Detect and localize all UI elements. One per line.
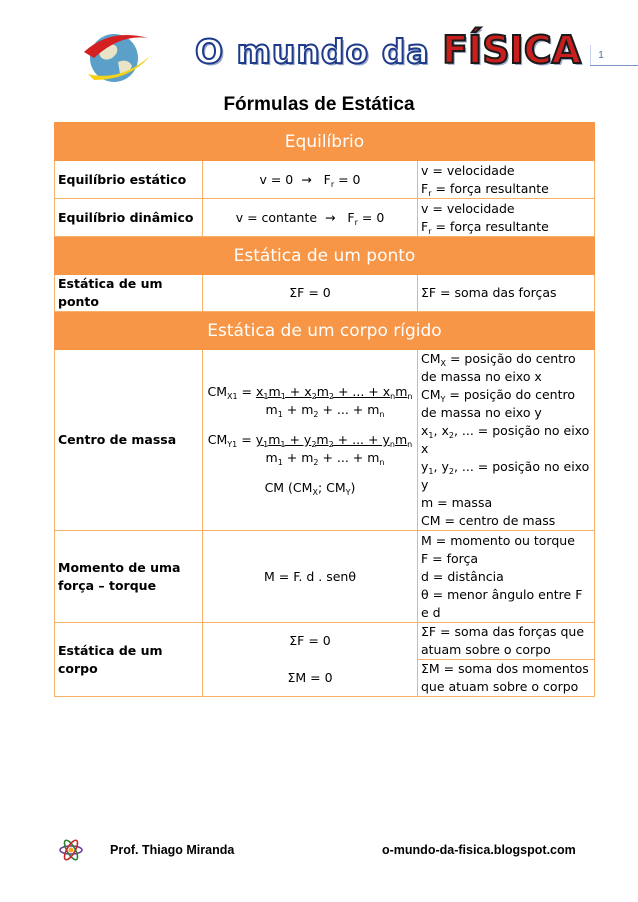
cmx-numerator: $x_1m_1 + x_2m_2$ + ... + $x_nm_n$ — [256, 384, 413, 401]
row-label: Centro de massa — [55, 350, 203, 531]
section-header-equilibrio — [55, 123, 595, 161]
formula-cell: ΣF = 0 — [203, 275, 418, 312]
row-label: Equilíbrio dinâmico — [55, 199, 203, 237]
section-header-ponto — [55, 237, 595, 275]
formula-table — [54, 122, 595, 697]
formula-cell: ΣM = 0 — [203, 660, 418, 697]
formula-cell: v = 0 → $F_r = 0$ — [203, 161, 418, 199]
cmx-formula: $CM_{X1} = x_1m_1 + x_2m_2$ + ... + $x_nm_n$ — [207, 384, 413, 401]
page-number: 1 — [598, 50, 604, 61]
cmy-formula: $CM_{Y1} = y_1m_1 + y_2m_2$ + ... + $y_nm_n$ — [207, 432, 413, 449]
description-cell: ΣM = soma dos momentos que atuam sobre o corpo — [418, 660, 595, 697]
table-row — [55, 623, 595, 660]
site-url: o-mundo-da-fisica.blogspot.com — [382, 843, 576, 857]
section-title: Estática de um corpo rígido — [55, 312, 595, 350]
section-title: Equilíbrio — [55, 123, 595, 161]
cmx-denominator: $m_1 + m_2$ + ... + $m_n$ — [265, 402, 385, 419]
formula-cell — [203, 350, 418, 531]
document-title: Fórmulas de Estática — [223, 94, 415, 115]
globe-logo-icon — [80, 22, 152, 88]
page-number-underline — [590, 65, 638, 66]
table-row — [55, 275, 595, 312]
table-row — [55, 531, 595, 623]
formula-cell: M = F. d . senθ — [203, 531, 418, 623]
description-cell: ΣF = soma das forças que atuam sobre o corpo — [418, 623, 595, 660]
description-cell: ΣF = soma das forças — [418, 275, 595, 312]
description-cell: v = velocidade $F_r$ = força resultante — [418, 199, 595, 237]
description-cell: v = velocidade $F_r$ = força resultante — [418, 161, 595, 199]
section-title: Estática de um ponto — [55, 237, 595, 275]
atom-icon — [58, 837, 84, 863]
site-logo-text: O mundo da FÍSICA — [195, 28, 581, 72]
author-name: Prof. Thiago Miranda — [110, 843, 235, 857]
row-label: Equilíbrio estático — [55, 161, 203, 199]
formula-cell: v = contante → $F_r = 0$ — [203, 199, 418, 237]
table-row — [55, 161, 595, 199]
row-label: Momento de uma força – torque — [55, 531, 203, 623]
description-cell: M = momento ou torque F = força d = distância θ = menor ângulo entre F e d — [418, 531, 595, 623]
cm-point: CM ($CM_X$; $CM_Y$) — [264, 480, 356, 497]
description-cell: $CM_X$ = posição do centro de massa no eixo x $CM_Y$ = posição do centro de massa no eixo y $x_1$, $x_2$, ... = posição no eixo x $y_1$, $y_2$, ... = posição no eixo y m = massa CM = centro de mass — [418, 350, 595, 531]
cmy-numerator: $y_1m_1 + y_2m_2$ + ... + $y_nm_n$ — [255, 432, 413, 449]
row-label: Estática de um ponto — [55, 275, 203, 312]
table-row — [55, 350, 595, 531]
formula-cell: ΣF = 0 — [203, 623, 418, 660]
table-row — [55, 199, 595, 237]
section-header-corpo-rigido — [55, 312, 595, 350]
cmy-denominator: $m_1 + m_2$ + ... + $m_n$ — [265, 450, 385, 467]
row-label: Estática de um corpo — [55, 623, 203, 697]
